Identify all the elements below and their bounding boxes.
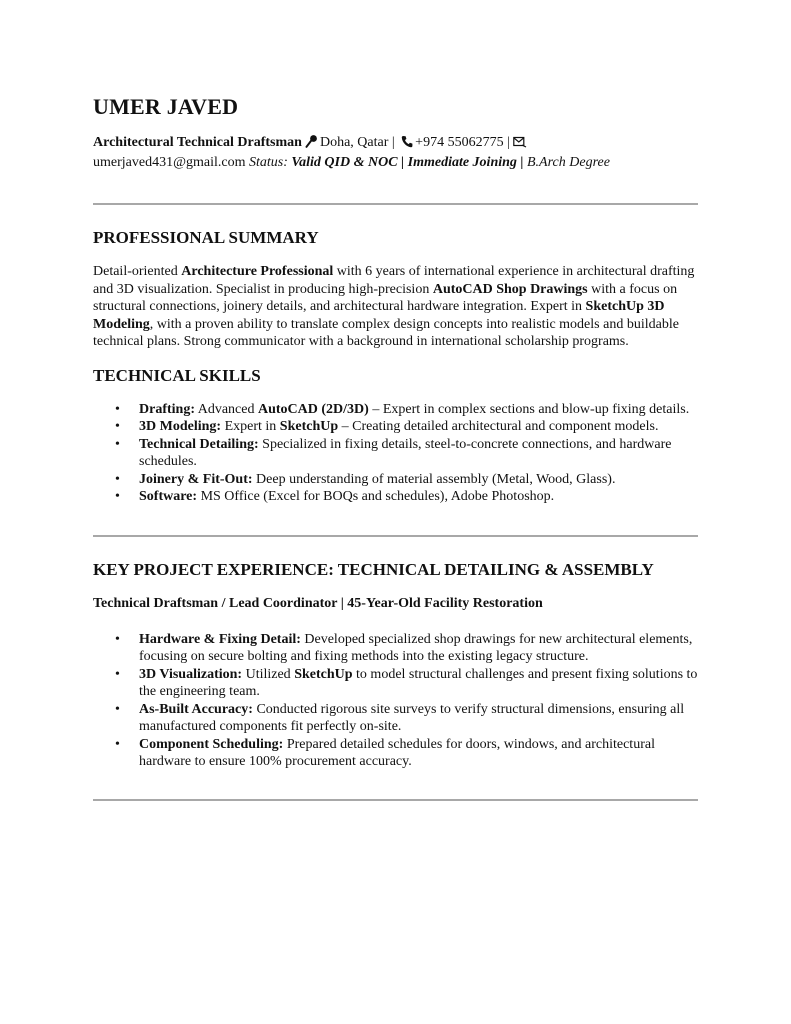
phone-icon <box>401 135 413 154</box>
experience-label: As-Built Accuracy: <box>139 701 253 717</box>
list-item <box>139 488 698 506</box>
experience-label: 3D Visualization: <box>139 666 243 682</box>
experience-label: Component Scheduling: <box>139 736 284 752</box>
summary-text: with a focus on structural connections, joinery details, and architectural hardware integration. Expert in <box>93 281 678 315</box>
experience-text: Prepared detailed schedules for doors, windows, and architectural hardware to ensure 100% procurement accuracy. <box>139 736 655 770</box>
skill-label: Technical Detailing: <box>139 436 259 452</box>
email-icon <box>513 136 527 154</box>
contact-block <box>93 134 698 172</box>
list-item <box>139 401 698 419</box>
skill-label: 3D Modeling: <box>139 419 222 435</box>
location: Doha, Qatar | <box>319 135 395 150</box>
summary-emphasis: AutoCAD Shop Drawings <box>432 281 588 297</box>
summary-emphasis: SketchUp 3D Modeling <box>93 299 665 332</box>
skills-list <box>93 401 698 506</box>
summary-text: Detail-oriented <box>93 264 182 279</box>
job-title: Architectural Technical Draftsman <box>93 135 302 150</box>
experience-text: Developed specialized shop drawings for new architectural elements, focusing on secure bolting and fixing methods into the existing legacy structure. <box>139 631 693 665</box>
phone-number: +974 55062775 | <box>415 135 510 150</box>
skill-text: MS Office (Excel for BOQs and schedules), Adobe Photoshop. <box>197 489 555 505</box>
experience-text: Conducted rigorous site surveys to verify structural dimensions, ensuring all manufactured components fit perfectly on-site. <box>139 701 685 735</box>
summary-heading: PROFESSIONAL SUMMARY <box>93 228 319 247</box>
skill-text: Advanced <box>195 401 258 417</box>
email-address[interactable]: umerjaved431@gmail.com <box>93 155 246 170</box>
skills-heading: TECHNICAL SKILLS <box>93 365 261 385</box>
experience-list <box>93 631 698 771</box>
status-qid: Valid QID & NOC | Immediate Joining | <box>291 155 524 170</box>
experience-emphasis: SketchUp <box>294 666 353 682</box>
experience-heading: KEY PROJECT EXPERIENCE: TECHNICAL DETAILING & ASSEMBLY <box>93 559 654 579</box>
degree: B.Arch Degree <box>527 155 610 170</box>
skill-emphasis: AutoCAD (2D/3D) <box>257 401 369 417</box>
location-pin-icon <box>305 134 318 154</box>
experience-role: Technical Draftsman / Lead Coordinator | 45-Year-Old Facility Restoration <box>93 595 543 611</box>
section-divider <box>93 535 698 537</box>
experience-text: Utilized <box>242 666 295 682</box>
list-item <box>139 631 698 666</box>
skill-label: Joinery & Fit-Out: <box>139 471 253 487</box>
list-item <box>139 701 698 736</box>
section-divider <box>93 203 698 205</box>
skill-label: Software: <box>139 489 198 505</box>
skill-text: Expert in <box>221 419 280 435</box>
summary-text: with 6 years of international experience in architectural drafting and 3D visualization. Specialist in producing high-precision <box>93 264 695 297</box>
candidate-name: UMER JAVED <box>93 94 239 119</box>
list-item <box>139 418 698 436</box>
list-item <box>139 471 698 489</box>
skill-text: Specialized in fixing details, steel-to-concrete connections, and hardware schedules. <box>139 436 672 470</box>
summary-emphasis: Architecture Professional <box>181 264 334 279</box>
experience-label: Hardware & Fixing Detail: <box>139 631 301 647</box>
section-divider <box>93 799 698 801</box>
skill-label: Drafting: <box>139 401 195 417</box>
skill-text: – Expert in complex sections and blow-up fixing details. <box>368 401 690 417</box>
list-item <box>139 436 698 471</box>
experience-text: to model structural challenges and present fixing solutions to the engineering team. <box>139 666 698 700</box>
resume-content <box>93 93 698 801</box>
summary-paragraph <box>93 263 698 351</box>
list-item <box>139 666 698 701</box>
list-item <box>139 736 698 771</box>
status-label: Status: <box>248 155 288 170</box>
skill-emphasis: SketchUp <box>279 419 339 435</box>
summary-text: , with a proven ability to translate complex design concepts into realistic models and buildable technical plans. Strong communicator with a background in international scholarship programs. <box>93 316 679 350</box>
skill-text: Deep understanding of material assembly (Metal, Wood, Glass). <box>252 471 616 487</box>
skill-text: – Creating detailed architectural and component models. <box>338 419 659 435</box>
